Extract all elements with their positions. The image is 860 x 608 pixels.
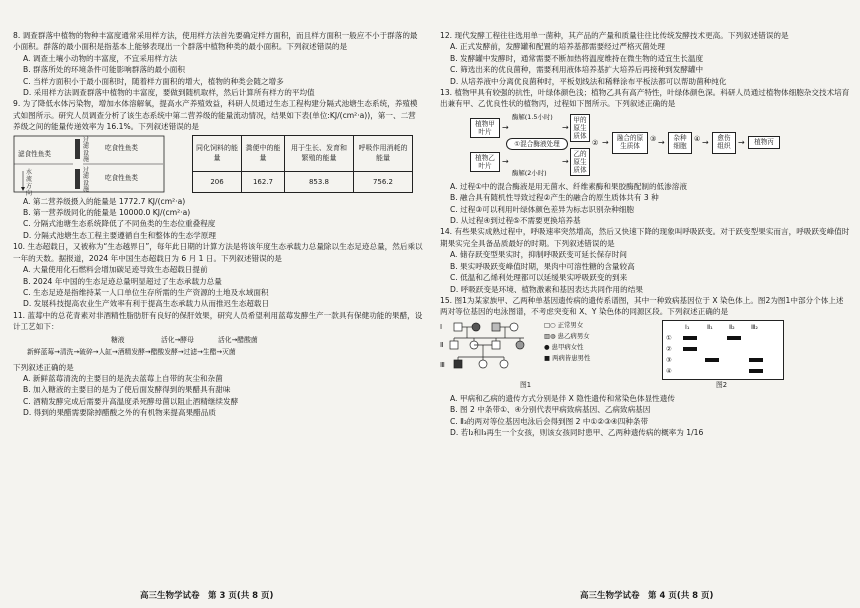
page-footer-left: 高三生物学试卷 第 3 页(共 8 页) [140,591,274,601]
pedigree-female [472,323,480,331]
proto-a-box: 甲的原生质体 [570,114,590,142]
energy-table-cell: 206 [193,172,242,193]
question-14-option-b: B. 果实呼吸跃变峰值时期，果肉中可溶性糖的含量较高 [450,261,635,271]
question-11-option-a: A. 新鲜蓝莓清洗的主要目的是洗去蓝莓上自带的灰尘和杂菌 [23,373,223,383]
question-14-option-a: A. 储存跃变型果实时，抑制呼吸跃变可延长保存时间 [450,250,627,260]
energy-table-cell: 853.8 [285,172,354,193]
figure-1-caption: 图1 [520,380,532,389]
legend-a-female-icon: ● [544,342,552,351]
arrow-icon: → [658,137,665,147]
question-12-option-d: D. 从培养液中分离优良菌种时，平板划线法和稀释涂布平板法都可以帮助菌种纯化 [450,76,727,86]
pedigree-female [479,360,487,368]
hybrid-cell-box: 杂种细胞 [668,132,692,154]
gel-lane-label: Ⅱ₁ [707,322,713,331]
gel-lane-label: Ⅰ₁ [685,322,690,331]
question-8-option-d: D. 采用样方法调查群落中植物的丰富度，要做到随机取样，然后计算所有样方的平均值 [23,88,315,98]
legend-both-male-icon: ■ [544,353,553,362]
question-11-option-c: C. 酒精发酵完成后需要升高温度杀死酵母菌以阻止酒精继续发酵 [23,396,239,406]
mix-enzyme-box: ①混合酶液处理 [506,138,568,150]
page-footer-right: 高三生物学试卷 第 4 页(共 8 页) [580,591,714,601]
question-15-option-d: D. 若Ⅰ₂和Ⅰ₃再生一个女孩，则该女孩同时患甲、乙两种遗传病的概率为 1/16 [450,427,704,437]
gel-band [749,369,763,373]
question-13-option-a: A. 过程①中的混合酶液是用无菌水、纤维素酶和果胶酶配制的低渗溶液 [450,181,687,191]
energy-table-header-row [193,135,413,171]
gel-lane-label: Ⅱ₂ [729,322,735,331]
energy-table-value-row [193,172,413,193]
question-13-option-b: B. 融合具有随机性导致过程②产生的融合的原生质体共有 3 种 [450,193,659,203]
proto-b-box: 乙的原生质体 [570,148,590,176]
left-fish-label: 滤食性鱼类 [18,149,51,158]
gel-row-label: ③ [666,355,672,364]
process-flow [13,335,423,359]
arrow-icon: → [702,137,709,147]
enzyme-label-2: 酶解(2小时) [512,168,547,177]
question-14-option-c: C. 低温和乙烯利处理都可以延缓果实呼吸跃变的到来 [450,273,628,283]
process-acetobacter: 活化→醋酸菌 [218,335,258,344]
question-15-option-b: B. 图 2 中条带①、④分别代表甲病致病基因、乙病致病基因 [450,405,651,415]
gel-row-label: ④ [666,366,672,375]
gel-band [683,336,697,340]
question-15-stem: 15. 图1为某家族甲、乙两种单基因遗传病的遗传系谱图，其中一种致病基因位于 X 染色体上。图2为图1中部分个体上述两对等位基因的电泳图谱，不考虑突变和 X、Y 染色体的同源区段。下列叙述正确的是 [440,295,844,317]
question-9-option-a: A. 第二营养级摄入的能量是 1772.7 KJ/(cm²·a) [23,196,186,206]
question-12-option-b: B. 发酵罐中发酵时，通常需要不断加热将温度维持在微生物的适宜生长温度 [450,53,704,63]
pedigree-female [516,341,524,349]
gel-row-label: ② [666,344,672,353]
question-12-option-a: A. 正式发酵前，发酵罐和配置的培养基都需要经过严格灭菌处理 [450,42,665,52]
question-9-figure [13,135,423,197]
question-8-option-b: B. 群落所处的环境条件可能影响群落的最小面积 [23,65,185,75]
question-14-option-d: D. 呼吸跃变是环境、植物激素和基因表达共同作用的结果 [450,284,643,294]
question-13-option-d: D. 从过程④到过程⑤不需要更换培养基 [450,216,581,226]
gel-row-labels [666,333,672,377]
question-13-stem: 13. 植物甲具有较强的抗性，叶绿体颜色浅；植物乙具有高产特性，叶绿体颜色深。科研人员通过植物体细胞杂交技术培育出兼有甲、乙优良性状的植物丙，过程如下图所示。下列叙述正确的是 [440,88,850,109]
arrow-icon: → [738,137,745,147]
question-8 [13,30,423,98]
pedigree-male [492,341,500,349]
question-9-option-b: B. 第一营养级同化的能量是 10000.0 KJ/(cm²·a) [23,208,191,218]
fused-proto-box: 融合的原生质体 [612,132,648,154]
question-8-option-a: A. 调查土壤小动物的丰富度，不宜采用样方法 [23,53,178,63]
gel-band [705,358,719,362]
arrow-icon: → [502,122,509,132]
gel-lane-label: Ⅲ₂ [751,322,758,331]
pedigree-male [454,323,462,331]
question-10-option-d: D. 发展科技提高农业生产效率有利于提高生态承载力从而推迟生态超载日 [23,299,270,309]
plant-c-box: 植物丙 [748,136,780,149]
process-yeast: 活化→酵母 [161,335,194,344]
question-13-option-c: C. 过程③可以利用叶绿体颜色差异为标志识别杂种细胞 [450,204,634,214]
pond-diagram [13,135,188,193]
legend-item: ■ 两病皆患男性 [544,353,591,362]
pedigree-female [500,360,508,368]
question-11-stem: 11. 蓝莓中的总花青素对非酒精性脂肪肝有良好的保肝效果，研究人员希望利用蓝莓发酵生产一款具有保健功能的果醋，设计工艺如下： [13,310,423,332]
legend-item: ▥◍ 患乙病男女 [544,331,590,340]
legend-b-disease-icon: ▥◍ [544,331,558,340]
process-main: 新鲜蓝莓→清洗→破碎→人缸→酒精发酵→醋酸发酵→过滤→生醋→灭菌 [27,347,236,356]
question-11-option-d: D. 得到的果醋需要除掉醋酸之外的有机物来提高果醋品质 [23,408,216,418]
question-12-option-c: C. 筛选出来的优良菌种，需要利用液体培养基扩大培养后再接种到发酵罐中 [450,65,704,75]
arrow-icon: → [602,137,609,147]
question-8-option-c: C. 当样方面积小于最小面积时，随着样方面积的增大，植物的种类会随之增多 [23,76,284,86]
step-3-label: ③ [650,134,657,143]
left-column [13,30,423,419]
process-sugar: 糖液 [111,335,125,344]
gel-row-label: ① [666,333,672,342]
energy-table-cell: 756.2 [354,172,413,193]
barrier-top-label: 过滤设施 [83,136,90,164]
pedigree-male [450,341,458,349]
gel-band [749,358,763,362]
question-10 [13,241,423,309]
top-right-fish-label: 吃食性鱼类 [105,143,138,152]
energy-table-header: 用于生长、发育和繁殖的能量 [285,135,354,171]
question-10-option-b: B. 2024 年中国的生态足迹总量明显超过了生态承载力总量 [23,276,222,286]
legend-item: □○ 正常男女 [544,320,584,329]
right-column [440,30,850,438]
gel-band [727,336,741,340]
question-14-stem: 14. 有些果实成熟过程中，呼吸速率突然增高，然后又快速下降的现象叫呼吸跃变。对于跃变型果实而言，呼吸跃变峰值时期果实完全具备品质最好的时期。下列叙述错误的是 [440,227,850,248]
question-14 [440,226,850,294]
question-10-stem: 10. 生态超载日，又被称为“生态越界日”，每年此日期的计算方法是将该年度生态承载力总量除以生态足迹总量，然后乘以一年的天数。据报道，2024 年中国生态超载日为 6 月 1 日。下列叙述错误的是 [13,242,423,263]
legend-item: ● 患甲病女性 [544,342,584,351]
question-11-lead: 下列叙述正确的是 [13,362,74,372]
arrow-icon: → [502,156,509,166]
water-direction-label: 水流方向 [26,168,33,197]
question-8-stem: 8. 调查群落中植物的物种丰富度通常采用样方法，使用样方法首先要确定样方面积，而且样方面积一般应不小于群落的最小面积。群落的最小面积是指基本上能够表现出一个群落中植物种类的最小面积。下列叙述错误的是 [13,31,418,52]
pedigree-female [510,323,518,331]
question-15-option-a: A. 甲病和乙病的遗传方式分别是伴 X 隐性遗传和常染色体显性遗传 [450,393,675,403]
generation-label: Ⅱ [440,340,444,349]
question-10-option-a: A. 大量使用化石燃料会增加碳足迹导致生态超载日提前 [23,265,208,275]
barrier-bottom-label: 过滤设施 [83,166,90,194]
question-9-option-c: C. 分隔式池塘生态系统降低了不同鱼类的生态位重叠程度 [23,219,216,229]
question-15-figures [440,320,850,390]
energy-table-header: 同化饲料的能量 [193,135,242,171]
plant-b-leaf-box: 植物乙叶片 [470,152,500,172]
pedigree-chart [440,320,560,380]
question-12-stem: 12. 现代发酵工程往往选用单一菌种，其产品的产量和质量往往比传统发酵技术更高。下列叙述错误的是 [440,31,789,40]
bottom-right-fish-label: 吃食性鱼类 [105,173,138,182]
question-11-option-b: B. 加入糖液的主要目的是为了使后面发酵得到的果醋具有甜味 [23,385,231,395]
question-13 [440,87,850,226]
energy-table-cell: 162.7 [242,172,285,193]
fusion-flow-diagram [440,112,850,178]
step-4-label: ④ [694,134,701,143]
pedigree-legend [544,320,590,364]
callus-box: 愈伤组织 [712,132,736,154]
energy-table-header: 粪便中的能量 [242,135,285,171]
figure-2-caption: 图2 [716,380,728,389]
enzyme-label-1: 酶解(1.5小时) [512,112,553,121]
generation-label: Ⅰ [440,322,443,331]
gel-band [683,347,697,351]
gel-electrophoresis [662,320,784,380]
arrow-icon: → [562,156,569,166]
pedigree-male [454,360,462,368]
plant-a-leaf-box: 植物甲叶片 [470,118,500,138]
question-11 [13,310,423,419]
energy-table [192,135,413,193]
energy-table-header: 呼吸作用消耗的能量 [354,135,413,171]
generation-label: Ⅲ [440,360,445,369]
question-9 [13,98,423,241]
question-9-option-d: D. 分隔式池塘生态工程主要遵循自生和整体的生态学原理 [23,230,216,240]
question-12 [440,30,850,87]
arrow-icon: → [562,122,569,132]
question-15 [440,295,850,438]
question-10-option-c: C. 生态足迹是指维持某一人口单位生存所需的生产资源的土地及水域面积 [23,287,269,297]
question-9-stem: 9. 为了降低水体污染物，增加水体溶解氧，提高水产养殖效益，科研人员通过生态工程构建分隔式池塘生态系统，养殖模式如图所示。研究人员调查分析了该生态系统中第二营养级的能量流动情况，结果如下表(单位:KJ/(cm²·a))，第一、二营养级之间的能量传递效率为 16.1%。下列叙述错误的是 [13,99,418,132]
step-2-label: ② [592,138,599,147]
question-15-option-c: C. Ⅱ₃的两对等位基因电泳后会得到图 2 中①②③④四种条带 [450,416,649,426]
pedigree-male [492,323,500,331]
legend-normal-icon: □○ [544,320,558,329]
